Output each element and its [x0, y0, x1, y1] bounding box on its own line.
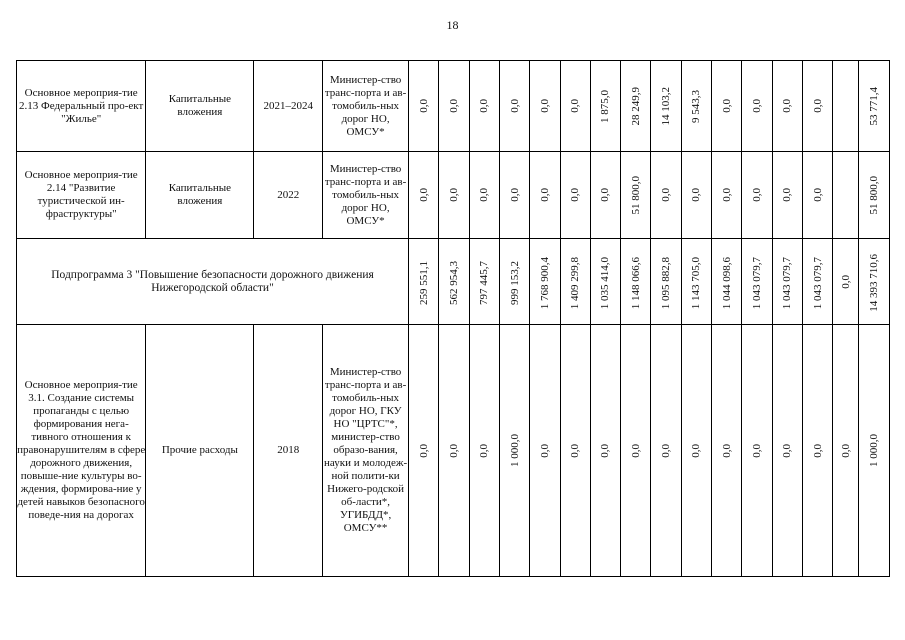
value-cell: 0,0 [499, 61, 529, 152]
value-cell: 0,0 [772, 325, 802, 577]
value-cell: 0,0 [711, 325, 741, 577]
value-cell: 1 875,0 [590, 61, 620, 152]
value-cell: 0,0 [560, 152, 590, 239]
table-row [17, 152, 890, 239]
total-cell: 1 000,0 [859, 325, 890, 577]
value-cell: 0,0 [681, 152, 711, 239]
executor-cell: Министер-ство транс-порта и ав-томобиль-ных дорог НО, ГКУ НО "ЦРТС"*, министер-ство образо-вания, науки и молодеж-ной полити-ки Нижего-родской об-ласти*, УГИБДД*, ОМСУ** [323, 325, 409, 577]
value-cell: 0,0 [530, 325, 560, 577]
value-cell: 0,0 [802, 61, 832, 152]
value-cell: 1 148 066,6 [621, 239, 651, 325]
value-cell: 0,0 [530, 152, 560, 239]
measure-name-cell: Основное мероприя-тие 3.1. Создание системы пропаганды с целью формирования нега-тивного отношения к правонарушителям в сфере дорожного движения, повыше-ние культуры во-ждения, формирова-ние у детей навыков безопасного поведе-ния на дорогах [17, 325, 146, 577]
total-cell: 51 800,0 [859, 152, 890, 239]
budget-table [16, 60, 890, 577]
value-cell: 1 035 414,0 [590, 239, 620, 325]
value-cell: 0,0 [651, 152, 681, 239]
value-cell: 1 409 299,8 [560, 239, 590, 325]
value-cell: 0,0 [409, 152, 439, 239]
empty-cell [833, 61, 859, 152]
value-cell: 9 543,3 [681, 61, 711, 152]
value-cell: 0,0 [711, 61, 741, 152]
value-cell: 1 768 900,4 [530, 239, 560, 325]
value-cell: 0,0 [742, 152, 772, 239]
value-cell: 1 043 079,7 [742, 239, 772, 325]
value-cell: 0,0 [560, 325, 590, 577]
years-cell: 2021–2024 [254, 61, 323, 152]
years-cell: 2018 [254, 325, 323, 577]
value-cell: 0,0 [469, 61, 499, 152]
value-cell: 51 800,0 [621, 152, 651, 239]
value-cell: 1 043 079,7 [802, 239, 832, 325]
value-cell: 0,0 [439, 61, 469, 152]
value-cell: 999 153,2 [499, 239, 529, 325]
value-cell: 562 954,3 [439, 239, 469, 325]
value-cell: 0,0 [439, 152, 469, 239]
expense-type-cell: Капитальные вложения [146, 61, 254, 152]
measure-name-cell: Основное мероприя-тие 2.14 "Развитие туристической ин-фраструктуры" [17, 152, 146, 239]
years-cell: 2022 [254, 152, 323, 239]
value-cell: 28 249,9 [621, 61, 651, 152]
value-cell: 0,0 [711, 152, 741, 239]
value-cell: 0,0 [530, 61, 560, 152]
page-number: 18 [446, 18, 459, 32]
value-cell: 0,0 [469, 152, 499, 239]
value-cell: 1 044 098,6 [711, 239, 741, 325]
measure-name-cell: Основное мероприя-тие 2.13 Федеральный про-ект "Жилье" [17, 61, 146, 152]
value-cell: 1 043 079,7 [772, 239, 802, 325]
value-cell: 259 551,1 [409, 239, 439, 325]
table-row [17, 325, 890, 577]
expense-type-cell: Капитальные вложения [146, 152, 254, 239]
value-cell: 0,0 [802, 325, 832, 577]
value-cell: 0,0 [772, 61, 802, 152]
value-cell: 0,0 [590, 152, 620, 239]
subprogram-title: Подпрограмма 3 "Повышение безопасности дорожного движения Нижегородской области" [17, 239, 409, 325]
value-cell: 0,0 [621, 325, 651, 577]
table-body [17, 61, 890, 577]
value-cell: 0,0 [742, 325, 772, 577]
value-cell: 0,0 [469, 325, 499, 577]
value-cell: 0,0 [681, 325, 711, 577]
value-cell: 0,0 [833, 239, 859, 325]
value-cell: 0,0 [590, 325, 620, 577]
table-row [17, 61, 890, 152]
total-cell: 53 771,4 [859, 61, 890, 152]
value-cell: 0,0 [651, 325, 681, 577]
empty-cell [833, 152, 859, 239]
value-cell: 797 445,7 [469, 239, 499, 325]
expense-type-cell: Прочие расходы [146, 325, 254, 577]
value-cell: 0,0 [409, 61, 439, 152]
value-cell: 1 143 705,0 [681, 239, 711, 325]
subprogram-row [17, 239, 890, 325]
value-cell: 0,0 [499, 152, 529, 239]
value-cell: 0,0 [772, 152, 802, 239]
value-cell: 0,0 [439, 325, 469, 577]
value-cell: 0,0 [833, 325, 859, 577]
executor-cell: Министер-ство транс-порта и ав-томобиль-ных дорог НО, ОМСУ* [323, 61, 409, 152]
value-cell: 0,0 [409, 325, 439, 577]
value-cell: 0,0 [742, 61, 772, 152]
value-cell: 1 095 882,8 [651, 239, 681, 325]
value-cell: 1 000,0 [499, 325, 529, 577]
total-cell: 14 393 710,6 [859, 239, 890, 325]
value-cell: 14 103,2 [651, 61, 681, 152]
value-cell: 0,0 [802, 152, 832, 239]
executor-cell: Министер-ство транс-порта и ав-томобиль-ных дорог НО, ОМСУ* [323, 152, 409, 239]
value-cell: 0,0 [560, 61, 590, 152]
